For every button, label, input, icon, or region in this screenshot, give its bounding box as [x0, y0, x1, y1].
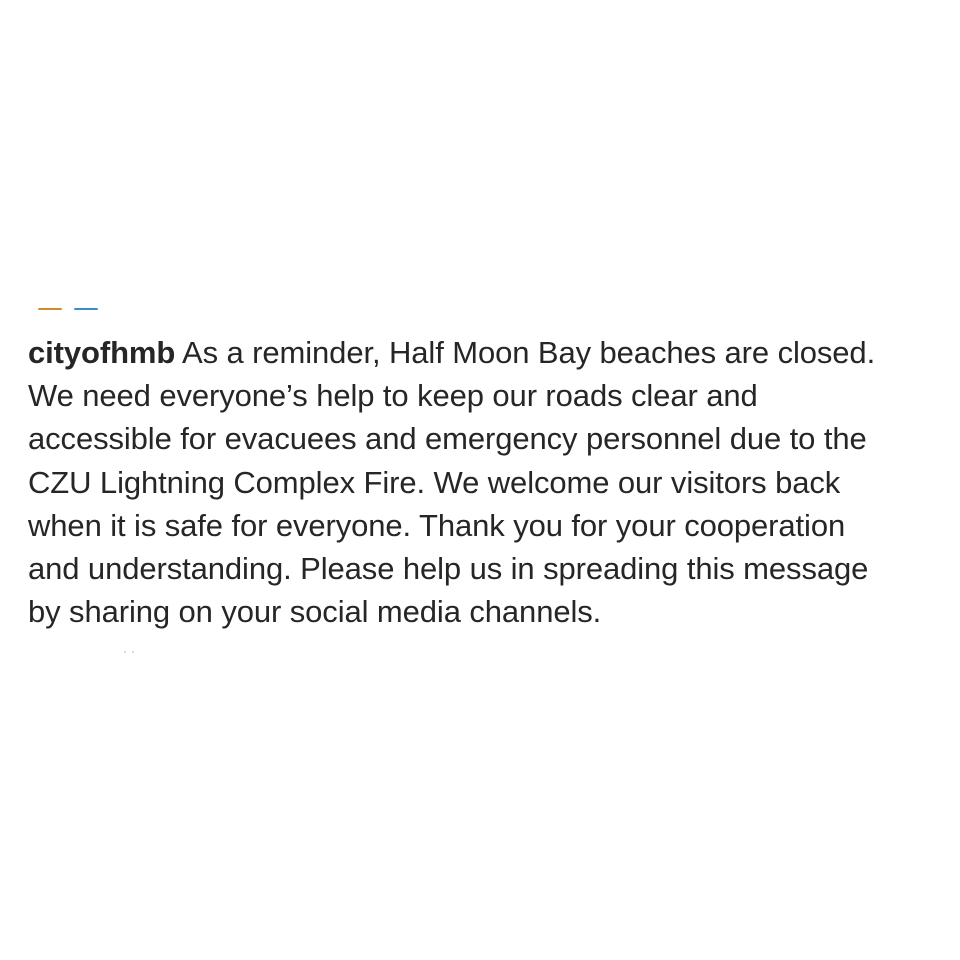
- faint-dots: [124, 650, 138, 654]
- cropped-avatar-edge-blue: [74, 308, 98, 310]
- dot: [124, 651, 126, 653]
- cropped-avatar-edge-orange: [38, 308, 62, 310]
- caption-line: accessible for evacuees and emergency personnel due to the: [28, 421, 867, 457]
- caption-text: As a reminder, Half Moon Bay beaches are closed.: [175, 335, 876, 370]
- caption-line: by sharing on your social media channels.: [28, 594, 602, 630]
- caption-line: CZU Lightning Complex Fire. We welcome our visitors back: [28, 464, 841, 500]
- caption-line: We need everyone’s help to keep our roads clear and: [28, 378, 758, 414]
- dot: [132, 651, 134, 653]
- caption-line: when it is safe for everyone. Thank you for your cooperation: [28, 507, 846, 543]
- caption-line: [28, 331, 933, 374]
- caption-line: and understanding. Please help us in spreading this message: [28, 551, 869, 587]
- cropped-avatar-edge: [38, 305, 100, 313]
- username-link[interactable]: cityofhmb: [28, 335, 176, 370]
- post-caption: [28, 331, 933, 633]
